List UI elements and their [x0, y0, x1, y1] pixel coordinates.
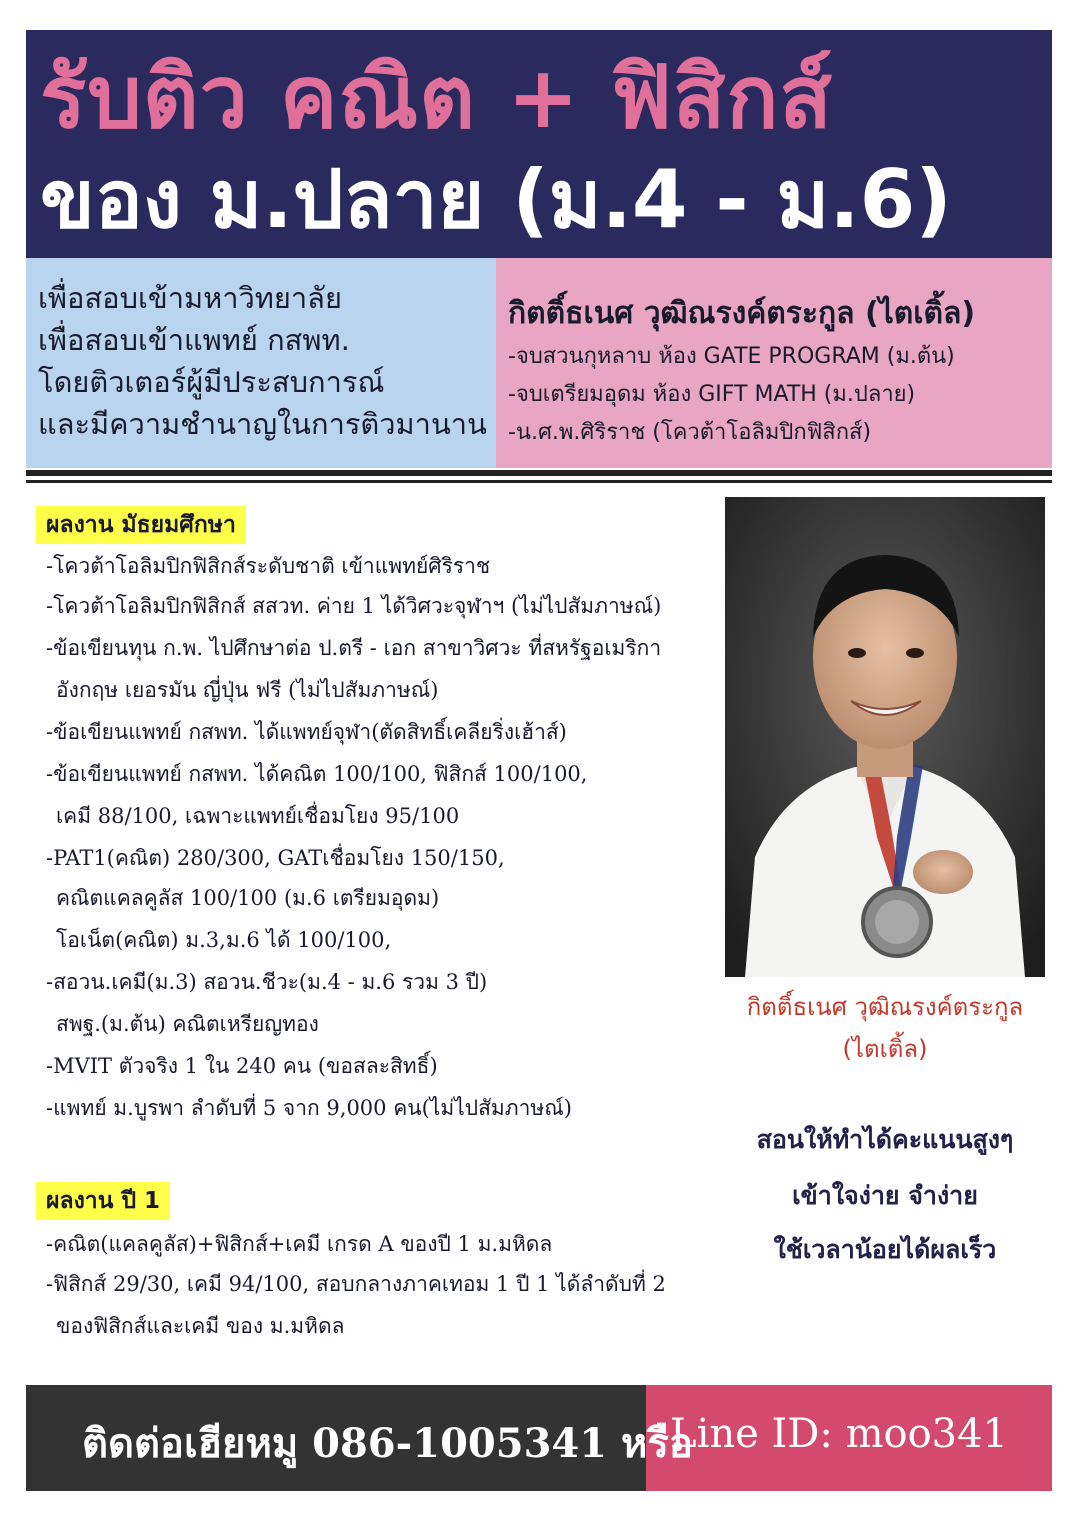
goal-item: และมีความชำนาญในการติวมานาน — [38, 407, 487, 441]
goal-item: โดยติวเตอร์ผู้มีประสบการณ์ — [38, 365, 385, 399]
goals-panel — [26, 258, 496, 468]
header-banner — [26, 30, 1052, 258]
page-title: รับติว คณิต + ฟิสิกส์ — [40, 48, 833, 148]
achievement-line: คณิตแคลคูลัส 100/100 (ม.6 เตรียมอุดม) — [56, 886, 440, 910]
achievement-line: โอเน็ต(คณิต) ม.3,ม.6 ได้ 100/100, — [56, 928, 392, 952]
achievement-line: -โควต้าโอลิมปิกฟิสิกส์ระดับชาติ เข้าแพทย์ศิริราช — [46, 554, 491, 578]
divider — [26, 480, 1052, 483]
achievement-line: ของฟิสิกส์และเคมี ของ ม.มหิดล — [56, 1314, 345, 1338]
credential-item: -น.ศ.พ.ศิริราช (โควต้าโอลิมปิกฟิสิกส์) — [508, 420, 872, 445]
achievement-line: -แพทย์ ม.บูรพา ลำดับที่ 5 จาก 9,000 คน(ไม่ไปสัมภาษณ์) — [46, 1096, 572, 1120]
achievement-line: -สอวน.เคมี(ม.3) สอวน.ชีวะ(ม.4 - ม.6 รวม 3 ปี) — [46, 970, 488, 994]
achievement-line: -ฟิสิกส์ 29/30, เคมี 94/100, สอบกลางภาคเทอม 1 ปี 1 ได้ลำดับที่ 2 — [46, 1272, 666, 1296]
achievement-line: -ข้อเขียนแพทย์ กสพท. ได้แพทย์จุฬา(ตัดสิทธิ์เคลียริ่งเฮ้าส์) — [46, 720, 567, 744]
photo-caption-nickname: (ไตเติ้ล) — [842, 1035, 928, 1063]
divider — [26, 470, 1052, 476]
achievement-line: -โควต้าโอลิมปิกฟิสิกส์ สสวท. ค่าย 1 ได้วิศวะจุฬาฯ (ไม่ไปสัมภาษณ์) — [46, 594, 662, 618]
goal-item: เพื่อสอบเข้าแพทย์ กสพท. — [38, 323, 350, 357]
achievement-line: -ข้อเขียนทุน ก.พ. ไปศึกษาต่อ ป.ตรี - เอก สาขาวิศวะ ที่สหรัฐอเมริกา — [46, 636, 662, 660]
year1-heading: ผลงาน ปี 1 — [36, 1182, 170, 1220]
achievement-line: อังกฤษ เยอรมัน ญี่ปุ่น ฟรี (ไม่ไปสัมภาษณ์) — [56, 678, 439, 702]
tutor-panel — [496, 258, 1052, 468]
contact-line-id: Line ID: moo341 — [670, 1411, 1009, 1457]
info-section — [26, 258, 1052, 468]
page-subtitle: ของ ม.ปลาย (ม.4 - ม.6) — [40, 153, 952, 246]
goal-item: เพื่อสอบเข้ามหาวิทยาลัย — [38, 281, 342, 315]
contact-phone: ติดต่อเฮียหมู 086-1005341 หรือ — [82, 1420, 693, 1467]
achievement-line: สพฐ.(ม.ต้น) คณิตเหรียญทอง — [56, 1012, 319, 1036]
achievement-line: -MVIT ตัวจริง 1 ใน 240 คน (ขอสละสิทธิ์) — [46, 1054, 438, 1078]
secondary-heading: ผลงาน มัธยมศึกษา — [36, 506, 246, 544]
achievement-line: -ข้อเขียนแพทย์ กสพท. ได้คณิต 100/100, ฟิสิกส์ 100/100, — [46, 762, 588, 786]
slogan-line: สอนให้ทำได้คะแนนสูงๆ — [756, 1125, 1014, 1154]
achievement-line: -คณิต(แคลคูลัส)+ฟิสิกส์+เคมี เกรด A ของปี 1 ม.มหิดล — [46, 1232, 553, 1256]
slogan-line: ใช้เวลาน้อยได้ผลเร็ว — [773, 1235, 997, 1264]
tutor-photo — [725, 497, 1045, 977]
tutor-name: กิตติ์ธเนศ วุฒิณรงค์ตระกูล (ไตเติ้ล) — [508, 296, 976, 331]
achievement-line: -PAT1(คณิต) 280/300, GATเชื่อมโยง 150/150, — [46, 846, 505, 870]
achievement-line: เคมี 88/100, เฉพาะแพทย์เชื่อมโยง 95/100 — [56, 804, 460, 828]
portrait-image — [725, 497, 1045, 977]
photo-caption-name: กิตติ์ธเนศ วุฒิณรงค์ตระกูล — [746, 993, 1024, 1021]
credential-item: -จบสวนกุหลาบ ห้อง GATE PROGRAM (ม.ต้น) — [508, 344, 955, 369]
credential-item: -จบเตรียมอุดม ห้อง GIFT MATH (ม.ปลาย) — [508, 382, 916, 407]
contact-footer — [26, 1385, 1052, 1491]
slogan-line: เข้าใจง่าย จำง่าย — [792, 1181, 978, 1210]
